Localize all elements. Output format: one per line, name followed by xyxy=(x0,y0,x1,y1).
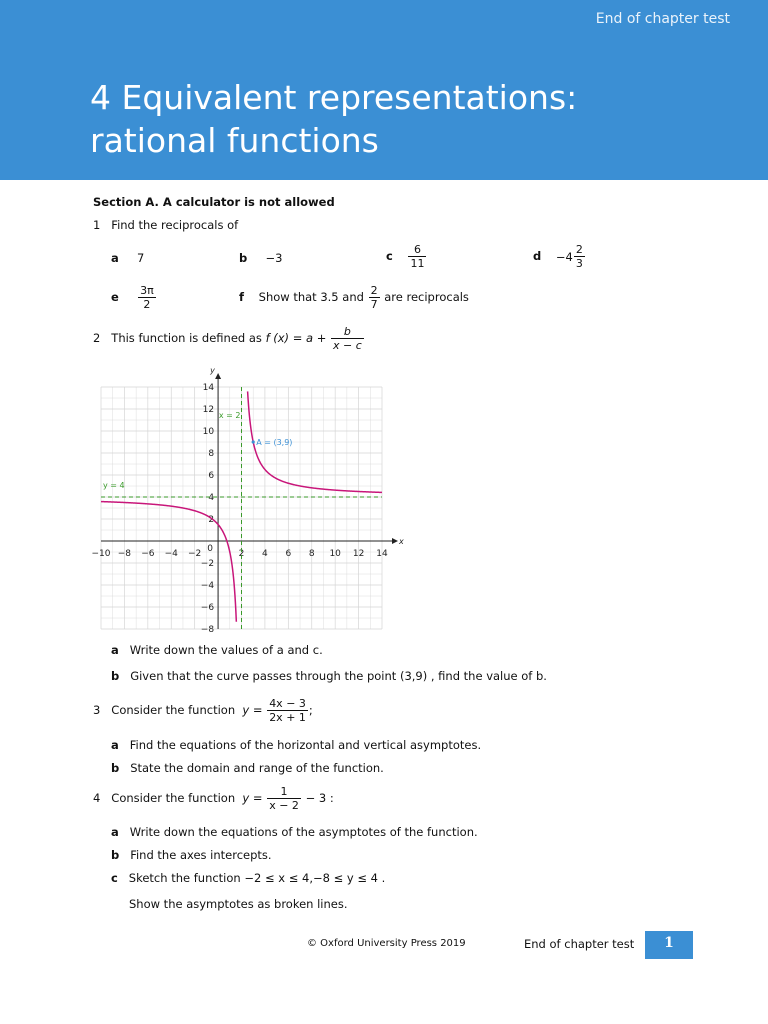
fraction-numerator: 2 xyxy=(575,243,583,256)
fraction xyxy=(331,325,364,352)
question-number: 2 xyxy=(93,331,101,345)
fraction xyxy=(267,785,301,812)
part-label: b xyxy=(239,251,248,265)
q4-part-c xyxy=(111,871,385,885)
fraction-numerator: 6 xyxy=(413,243,421,256)
part-label: a xyxy=(111,643,119,657)
y-tick-label: 14 xyxy=(202,383,215,393)
question-text: Consider the function xyxy=(111,791,236,805)
part-text: are reciprocals xyxy=(384,290,469,304)
x-tick-label: −4 xyxy=(164,549,178,559)
part-text: Find the equations of the horizontal and vertical asymptotes. xyxy=(129,738,482,752)
part-label: e xyxy=(111,290,119,304)
fraction xyxy=(574,243,585,270)
q4-part-c-note: Show the asymptotes as broken lines. xyxy=(129,897,348,911)
part-text: Find the axes intercepts. xyxy=(130,848,272,862)
part-label: c xyxy=(111,871,118,885)
horizontal-asymptote-label: y = 4 xyxy=(103,481,125,491)
y-tick-label: −4 xyxy=(200,581,215,591)
fraction-numerator: 3π xyxy=(140,284,154,297)
y-tick-label: 4 xyxy=(208,493,215,503)
fraction-numerator: 4x − 3 xyxy=(269,697,306,710)
copyright-notice: © Oxford University Press 2019 xyxy=(307,938,466,949)
vertical-asymptote-label: x = 2 xyxy=(218,410,241,420)
x-tick-label: −6 xyxy=(141,549,155,559)
fraction xyxy=(138,284,156,311)
function-expression: y = xyxy=(242,703,263,717)
footer-label: End of chapter test xyxy=(524,937,635,951)
q1-part-d xyxy=(533,243,586,270)
x-axis-arrow xyxy=(392,538,398,544)
part-value: −3 xyxy=(265,251,283,265)
question-text: Consider the function xyxy=(111,703,236,717)
section-heading: Section A. A calculator is not allowed xyxy=(93,195,335,209)
x-tick-label: −10 xyxy=(91,549,111,559)
q2-part-b xyxy=(111,669,547,683)
fraction-numerator: b xyxy=(343,325,351,338)
question-4 xyxy=(93,785,334,812)
point-a-marker xyxy=(252,440,255,443)
x-tick-label: 2 xyxy=(238,549,245,559)
fraction-numerator: 2 xyxy=(370,284,378,297)
fraction-denominator: 3 xyxy=(575,257,583,270)
title-line-2: rational functions xyxy=(90,121,379,160)
q1-part-e xyxy=(111,284,157,311)
question-3 xyxy=(93,697,313,724)
page-title xyxy=(90,76,577,162)
point-a-label: A = (3,9) xyxy=(256,438,293,447)
function-graph xyxy=(88,362,404,635)
question-number: 3 xyxy=(93,703,101,717)
question-text: This function is defined as xyxy=(111,331,262,345)
q4-part-a xyxy=(111,825,478,839)
part-label: b xyxy=(111,761,120,775)
x-tick-label: −2 xyxy=(188,549,202,559)
x-tick-label: 14 xyxy=(376,549,388,559)
question-number: 1 xyxy=(93,218,101,232)
q1-part-c xyxy=(386,243,427,270)
fraction-numerator: 1 xyxy=(280,785,288,798)
q4-part-b xyxy=(111,848,272,862)
y-tick-label: 10 xyxy=(202,427,215,437)
q2-part-a xyxy=(111,643,323,657)
y-tick-label: −8 xyxy=(200,625,215,635)
header-tag: End of chapter test xyxy=(595,11,730,27)
question-number: 4 xyxy=(93,791,101,805)
q1-part-a xyxy=(111,251,144,265)
question-text: Find the reciprocals of xyxy=(111,218,239,232)
graph-point xyxy=(252,438,293,447)
part-value: 7 xyxy=(137,251,145,265)
y-tick-label: 6 xyxy=(208,471,215,481)
q3-part-a xyxy=(111,738,481,752)
part-label: a xyxy=(111,738,119,752)
q3-part-b xyxy=(111,761,384,775)
y-axis-arrow xyxy=(215,373,221,379)
part-text: Sketch the function −2 ≤ x ≤ 4,−8 ≤ y ≤ 4 . xyxy=(128,871,386,885)
title-line-1: 4 Equivalent representations: xyxy=(90,78,578,117)
y-tick-label: 12 xyxy=(202,405,215,415)
fraction-denominator: 2 xyxy=(138,297,156,311)
fraction-denominator: 11 xyxy=(410,257,425,270)
page-number: 1 xyxy=(645,931,693,959)
y-tick-label: −6 xyxy=(200,603,215,613)
q1-part-f xyxy=(239,284,469,311)
part-label: f xyxy=(239,290,245,304)
x-tick-label: 8 xyxy=(308,549,315,559)
part-label: b xyxy=(111,669,120,683)
question-1 xyxy=(93,218,238,232)
curve-left-branch xyxy=(101,502,236,622)
expression-tail: ; xyxy=(308,703,313,717)
question-2 xyxy=(93,325,365,352)
part-label: c xyxy=(386,249,393,263)
fraction xyxy=(267,697,308,724)
x-tick-label: 4 xyxy=(262,549,268,559)
x-tick-label: −8 xyxy=(117,549,132,559)
part-text: Write down the values of a and c. xyxy=(129,643,323,657)
fraction xyxy=(369,284,380,311)
part-text: State the domain and range of the function. xyxy=(130,761,384,775)
part-label: a xyxy=(111,825,119,839)
fraction-denominator: x − c xyxy=(333,339,362,352)
part-label: a xyxy=(111,251,119,265)
x-axis-label: x xyxy=(399,537,404,546)
fraction xyxy=(408,243,426,270)
origin-label: 0 xyxy=(207,544,213,554)
expression-tail: − 3 : xyxy=(305,791,334,805)
part-label: d xyxy=(533,249,542,263)
x-tick-label: 6 xyxy=(285,549,292,559)
part-label: b xyxy=(111,848,120,862)
y-axis-label: y xyxy=(210,366,215,375)
y-tick-label: 8 xyxy=(208,449,215,459)
function-expression: y = xyxy=(242,791,263,805)
fraction-denominator: 2x + 1 xyxy=(269,711,306,724)
y-tick-label: −2 xyxy=(200,559,215,569)
mixed-number-whole: −4 xyxy=(555,249,573,264)
fraction-denominator: x − 2 xyxy=(269,799,299,812)
x-tick-label: 12 xyxy=(352,549,365,559)
function-expression: f (x) = a + xyxy=(265,331,327,345)
part-text: Show that 3.5 and xyxy=(258,290,364,304)
part-text: Write down the equations of the asymptotes of the function. xyxy=(129,825,478,839)
y-tick-label: 2 xyxy=(208,515,215,525)
q1-part-b xyxy=(239,251,282,265)
x-tick-label: 10 xyxy=(329,549,341,559)
header-banner xyxy=(0,0,768,180)
part-text: Given that the curve passes through the point (3,9) , find the value of b. xyxy=(130,669,547,683)
fraction-denominator: 7 xyxy=(370,298,378,311)
